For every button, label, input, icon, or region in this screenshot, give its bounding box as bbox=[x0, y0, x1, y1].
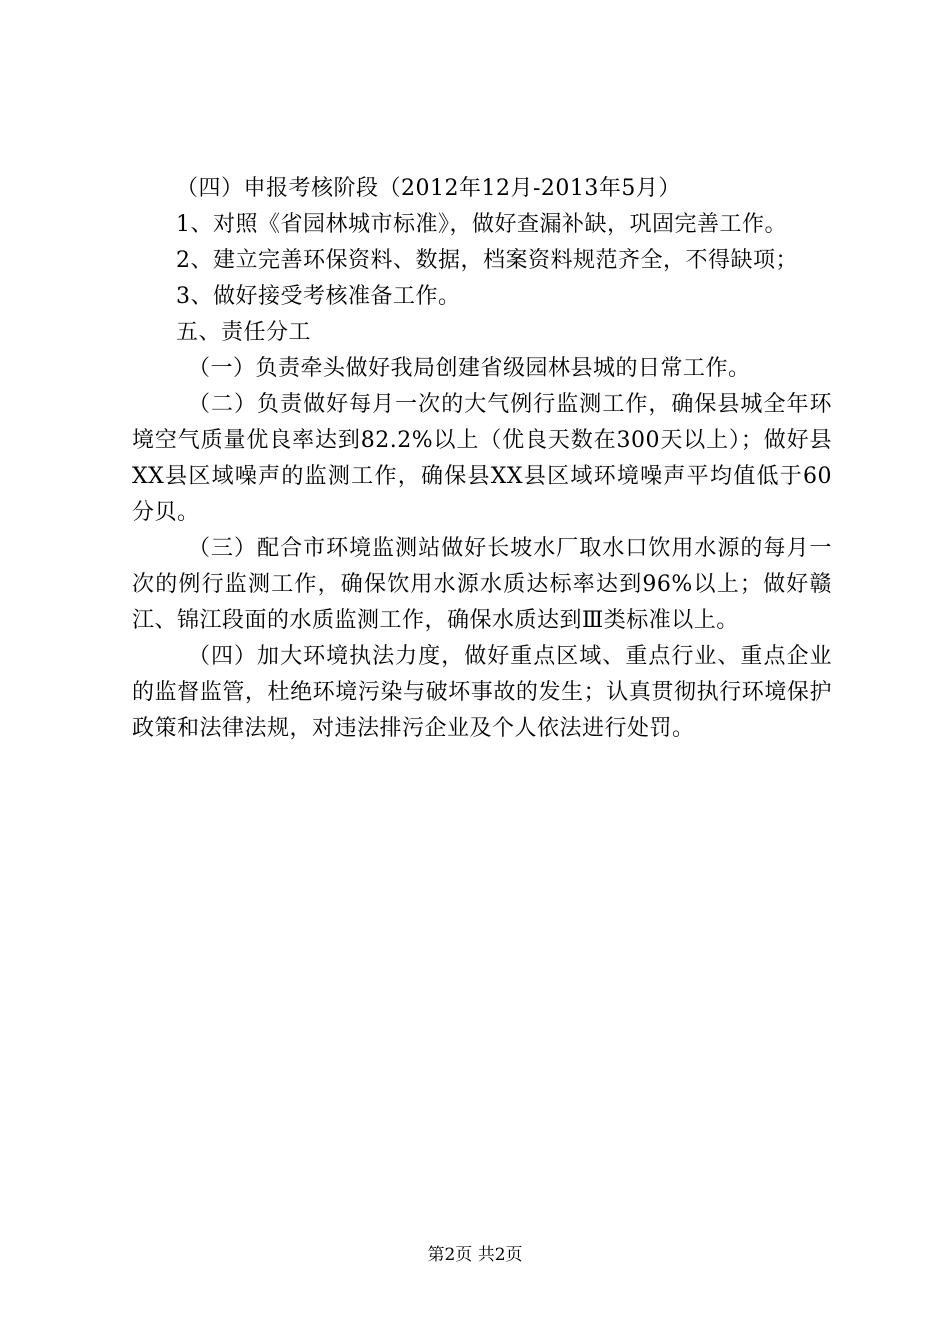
list-item-prepare-assessment: 3、做好接受考核准备工作。 bbox=[176, 284, 461, 309]
responsibility-item-3: （三）配合市环境监测站做好长坡水厂取水口饮用水源的每月一次的例行监测工作，确保饮用水源水质达标率达到96%以上；做好赣江、锦江段面的水质监测工作，确保水质达到Ⅲ类标准以上。 bbox=[132, 536, 832, 633]
document-body bbox=[132, 171, 832, 747]
responsibility-item-1: （一）负责牵头做好我局创建省级园林县城的日常工作。 bbox=[188, 356, 751, 381]
responsibility-item-4: （四）加大环境执法力度，做好重点区域、重点行业、重点企业的监督监管，杜绝环境污染与破坏事故的发生；认真贯彻执行环境保护政策和法律法规，对违法排污企业及个人依法进行处罚。 bbox=[132, 644, 832, 741]
page-footer-number: 第2页 共2页 bbox=[427, 1245, 523, 1265]
list-item-check-standard: 1、对照《省园林城市标准》，做好查漏补缺，巩固完善工作。 bbox=[176, 212, 787, 237]
section-heading-responsibilities: 五、责任分工 bbox=[176, 320, 312, 345]
section-heading-declare-assess: （四）申报考核阶段（2012年12月-2013年5月） bbox=[176, 176, 681, 201]
responsibility-item-2: （二）负责做好每月一次的大气例行监测工作，确保县城全年环境空气质量优良率达到82.2%以上（优良天数在300天以上）；做好县XX县区域噪声的监测工作，确保县XX县区域环境噪声平均值低于60分贝。 bbox=[132, 392, 832, 525]
list-item-build-records: 2、建立完善环保资料、数据，档案资料规范齐全，不得缺项； bbox=[176, 248, 798, 273]
